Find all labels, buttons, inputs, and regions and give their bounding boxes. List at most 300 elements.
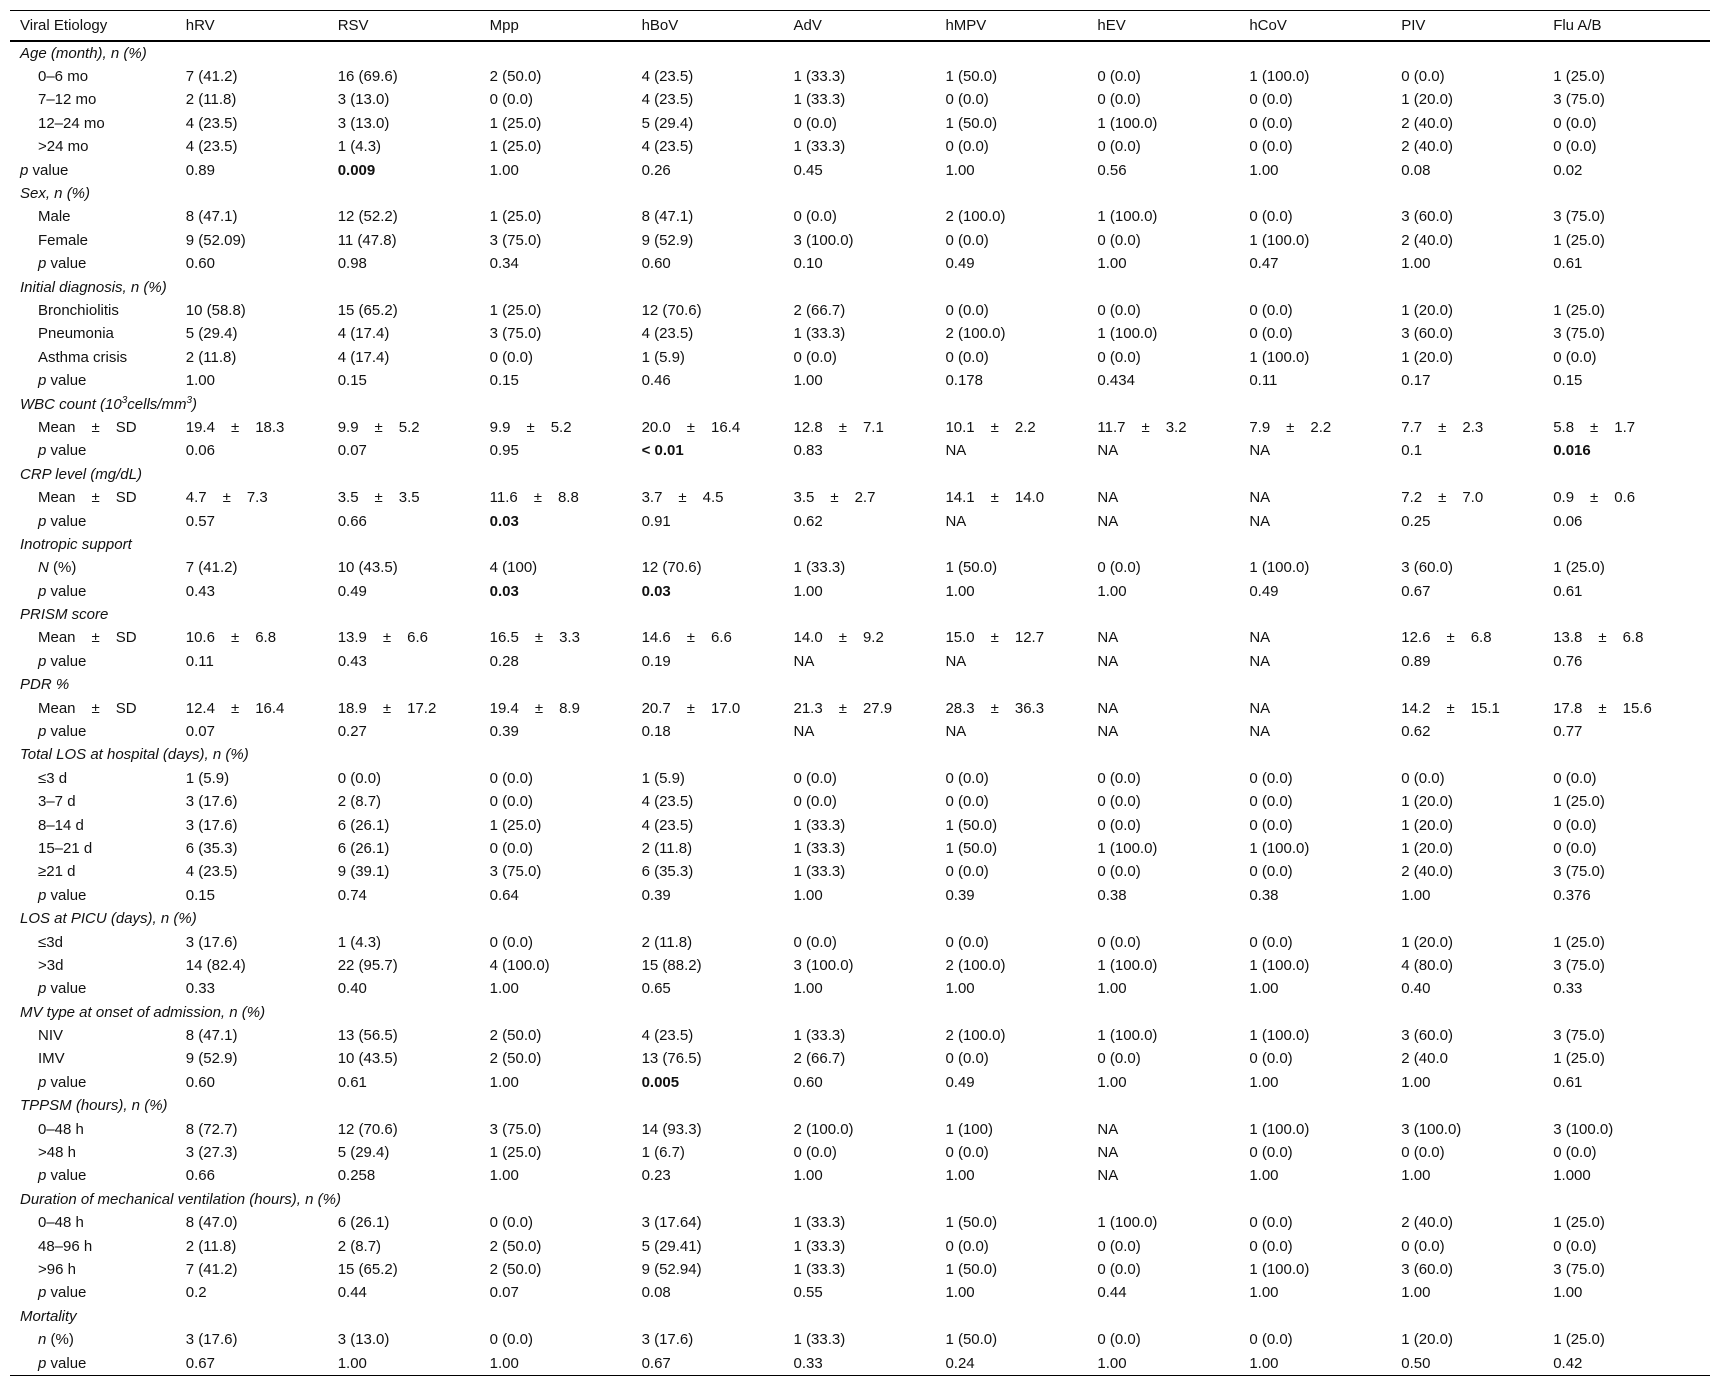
- table-cell: 0 (0.0): [1249, 769, 1293, 787]
- sd-value: 2.2: [1310, 418, 1332, 436]
- table-cell: 3 (60.0): [1401, 1027, 1453, 1045]
- p-value-row: [10, 510, 1710, 533]
- mean-value: 11.7: [1097, 418, 1126, 436]
- plus-minus: ±: [374, 489, 383, 507]
- empty-cell: [328, 393, 480, 416]
- table-cell: 0.33: [1553, 980, 1583, 998]
- row-label: 0–48 h: [38, 1214, 84, 1232]
- table-cell: 6 (35.3): [185, 839, 238, 857]
- table-cell: 3 (17.64): [641, 1214, 702, 1232]
- table-cell: 1 (20.0): [1401, 933, 1453, 951]
- table-cell: 3 (100.0): [793, 956, 854, 974]
- table-row: [10, 1258, 1710, 1281]
- p-value-row: [10, 253, 1710, 276]
- table-cell: 0 (0.0): [1097, 91, 1141, 109]
- table-cell: 12 (70.6): [337, 1120, 398, 1138]
- table-cell: 0.33: [784, 1352, 936, 1376]
- significant-value: 0.009: [337, 161, 376, 179]
- table-cell: 1.00: [1249, 1167, 1279, 1185]
- row-label-part: value: [50, 886, 87, 904]
- plus-minus: ±: [1438, 489, 1447, 507]
- table-cell: [632, 416, 784, 439]
- table-cell: 0.64: [489, 886, 519, 904]
- table-cell: [1239, 697, 1391, 720]
- row-label-part: (%): [48, 559, 77, 577]
- table-cell: 0.39: [945, 886, 975, 904]
- sd-value: 5.2: [550, 418, 572, 436]
- empty-cell: [935, 41, 1087, 65]
- row-label: >3d: [38, 956, 64, 974]
- row-label-part: value: [50, 723, 87, 741]
- mean-value: 13.8: [1553, 629, 1583, 647]
- table-cell: 1 (33.3): [793, 1214, 846, 1232]
- table-cell: 0.95: [489, 442, 519, 460]
- row-label: [10, 1071, 176, 1094]
- table-cell: 1 (25.0): [489, 301, 542, 319]
- column-header-hbov: hBoV: [632, 11, 784, 42]
- section-title: Initial diagnosis, n (%): [20, 278, 167, 296]
- table-cell: [935, 627, 1087, 650]
- table-cell: 1 (100.0): [1097, 114, 1158, 132]
- empty-cell: [632, 907, 784, 930]
- table-cell: 1 (5.9): [185, 769, 230, 787]
- sd-value: 1.7: [1614, 418, 1636, 436]
- table-cell: 10 (43.5): [337, 1050, 398, 1068]
- plus-minus: ±: [990, 489, 999, 507]
- table-cell: 1 (33.3): [793, 839, 846, 857]
- significant-value: 0.005: [641, 1073, 680, 1091]
- mean-value: 9.9: [489, 418, 511, 436]
- p-letter: p: [38, 886, 47, 904]
- table-cell: 0 (0.0): [1097, 933, 1141, 951]
- row-label: ≥21 d: [38, 863, 76, 881]
- table-cell: 0 (0.0): [945, 1050, 989, 1068]
- table-cell: 0.76: [1553, 652, 1583, 670]
- row-label: [10, 369, 176, 392]
- table-cell: NA: [945, 442, 967, 460]
- table-cell: 0 (0.0): [1553, 1237, 1597, 1255]
- sd-value: 6.8: [255, 629, 277, 647]
- table-cell: 0.55: [793, 1284, 823, 1302]
- table-cell: 0.66: [337, 512, 367, 530]
- mean-value: NA: [1097, 629, 1119, 647]
- table-cell: [480, 486, 632, 509]
- mean-value: 4.7: [185, 489, 207, 507]
- row-label-part: SD: [115, 489, 137, 507]
- table-cell: 1.00: [1097, 582, 1127, 600]
- table-cell: [632, 486, 784, 509]
- empty-cell: [176, 393, 328, 416]
- table-cell: 0.40: [1401, 980, 1431, 998]
- mean-value: 7.7: [1401, 418, 1423, 436]
- significant-value: 0.03: [489, 512, 519, 530]
- table-cell: 1 (100.0): [1097, 956, 1158, 974]
- table-cell: 0 (0.0): [793, 769, 837, 787]
- row-label: 15–21 d: [38, 839, 93, 857]
- table-cell: 1 (100.0): [1249, 559, 1310, 577]
- table-cell: 2 (11.8): [641, 839, 693, 857]
- empty-cell: [632, 1095, 784, 1118]
- table-cell: 9 (52.94): [641, 1261, 702, 1278]
- empty-cell: [1239, 41, 1391, 65]
- table-cell: 0 (0.0): [1097, 793, 1141, 811]
- empty-cell: [328, 1001, 480, 1024]
- table-cell: [1543, 627, 1710, 650]
- table-cell: 2 (100.0): [945, 325, 1006, 343]
- table-container: [10, 10, 1710, 1376]
- empty-cell: [480, 393, 632, 416]
- plus-minus: ±: [678, 489, 687, 507]
- table-cell: 9 (39.1): [337, 863, 390, 881]
- p-value-row: [10, 1282, 1710, 1305]
- plus-minus: ±: [230, 629, 240, 647]
- table-cell: 0.62: [1401, 723, 1431, 741]
- empty-cell: [1391, 1305, 1543, 1328]
- table-cell: 1 (33.3): [793, 91, 846, 109]
- row-label: [10, 159, 176, 182]
- empty-cell: [1239, 1095, 1391, 1118]
- table-cell: 0.49: [945, 255, 975, 273]
- empty-cell: [1087, 276, 1239, 299]
- table-cell: 1.00: [489, 1167, 519, 1185]
- row-label-part: SD: [115, 629, 137, 647]
- table-row: [10, 931, 1710, 954]
- table-cell: NA: [1097, 1167, 1119, 1185]
- table-cell: NA: [793, 652, 815, 670]
- empty-cell: [176, 674, 328, 697]
- table-cell: [1087, 627, 1239, 650]
- table-cell: 0 (0.0): [793, 1144, 837, 1162]
- table-cell: 6 (26.1): [337, 839, 390, 857]
- table-cell: 1 (25.0): [489, 114, 542, 132]
- table-cell: 1 (50.0): [945, 1261, 998, 1278]
- empty-cell: [328, 182, 480, 205]
- table-cell: 1 (25.0): [489, 1144, 542, 1162]
- table-cell: 4 (23.5): [641, 68, 694, 86]
- plus-minus: ±: [830, 489, 839, 507]
- empty-cell: [784, 276, 936, 299]
- table-cell: 0.40: [337, 980, 367, 998]
- table-cell: 0.62: [793, 512, 823, 530]
- table-cell: 3 (100.0): [793, 231, 854, 249]
- table-row: [10, 1141, 1710, 1164]
- plus-minus: ±: [686, 699, 695, 717]
- table-row: [10, 767, 1710, 790]
- empty-cell: [632, 1305, 784, 1328]
- section-title-part: cells/mm: [127, 395, 187, 413]
- empty-cell: [935, 463, 1087, 486]
- empty-cell: [328, 907, 480, 930]
- section-title: Sex, n (%): [20, 185, 91, 203]
- mean-value: 3.5: [793, 489, 815, 507]
- table-cell: 1 (33.3): [793, 816, 846, 834]
- section-header-row: [10, 1001, 1710, 1024]
- empty-cell: [935, 533, 1087, 556]
- plus-minus: ±: [91, 629, 100, 647]
- sd-value: 6.8: [1470, 629, 1492, 647]
- mean-value: 7.2: [1401, 489, 1423, 507]
- p-value-row: [10, 884, 1710, 907]
- row-label-part: value: [50, 512, 87, 530]
- table-row: [10, 791, 1710, 814]
- sd-value: 4.5: [702, 489, 724, 507]
- table-row: [10, 65, 1710, 88]
- table-cell: 0 (0.0): [489, 839, 533, 857]
- empty-cell: [328, 463, 480, 486]
- empty-cell: [784, 674, 936, 697]
- p-letter: p: [38, 255, 47, 273]
- p-value-row: [10, 580, 1710, 603]
- section-header-row: [10, 276, 1710, 299]
- sd-value: 3.2: [1165, 418, 1187, 436]
- table-cell: 1 (20.0): [1401, 793, 1453, 811]
- table-cell: 1 (50.0): [945, 1331, 998, 1349]
- table-cell: 0 (0.0): [1097, 1237, 1141, 1255]
- row-label: [10, 697, 176, 720]
- row-label-part: SD: [115, 418, 137, 436]
- table-cell: 1 (25.0): [489, 208, 542, 226]
- row-label-part: Mean: [38, 418, 76, 436]
- table-cell: [632, 697, 784, 720]
- empty-cell: [1239, 1305, 1391, 1328]
- table-cell: 2 (40.0): [1401, 138, 1453, 156]
- sd-value: 16.4: [711, 418, 741, 436]
- table-cell: 0 (0.0): [945, 793, 989, 811]
- row-label: [10, 627, 176, 650]
- empty-cell: [935, 907, 1087, 930]
- table-cell: [784, 486, 936, 509]
- row-label: >96 h: [38, 1261, 76, 1278]
- row-label-part: value: [50, 582, 87, 600]
- plus-minus: ±: [534, 699, 544, 717]
- table-cell: 8 (72.7): [185, 1120, 238, 1138]
- table-cell: 1 (100.0): [1249, 348, 1310, 366]
- table-row: [10, 697, 1710, 720]
- table-cell: 11 (47.8): [337, 231, 397, 249]
- empty-cell: [784, 744, 936, 767]
- table-cell: 1 (100.0): [1249, 231, 1310, 249]
- table-cell: 3 (75.0): [489, 231, 542, 249]
- table-cell: 0 (0.0): [1249, 793, 1293, 811]
- table-cell: [632, 440, 784, 463]
- mean-value: 0.9: [1553, 489, 1575, 507]
- empty-cell: [1543, 603, 1710, 626]
- table-cell: 0.34: [489, 255, 519, 273]
- empty-cell: [935, 393, 1087, 416]
- empty-cell: [1087, 41, 1239, 65]
- table-cell: [935, 697, 1087, 720]
- empty-cell: [1391, 1001, 1543, 1024]
- empty-cell: [935, 1305, 1087, 1328]
- row-label-part: value: [50, 980, 87, 998]
- table-cell: 0 (0.0): [1097, 816, 1141, 834]
- table-cell: 15 (88.2): [641, 956, 702, 974]
- mean-value: 14.1: [945, 489, 975, 507]
- table-cell: 0.60: [185, 1073, 215, 1091]
- row-label: Bronchiolitis: [38, 301, 119, 319]
- empty-cell: [1087, 603, 1239, 626]
- empty-cell: [176, 463, 328, 486]
- table-row: [10, 627, 1710, 650]
- plus-minus: ±: [686, 418, 695, 436]
- table-cell: 0.28: [489, 652, 519, 670]
- section-title: CRP level (mg/dL): [20, 465, 142, 483]
- empty-cell: [784, 1188, 936, 1211]
- table-cell: 1.00: [793, 980, 823, 998]
- table-cell: 0 (0.0): [1401, 68, 1445, 86]
- table-cell: 0.24: [935, 1352, 1087, 1376]
- p-value-row: [10, 720, 1710, 743]
- empty-cell: [176, 1095, 328, 1118]
- table-cell: 0 (0.0): [1553, 348, 1597, 366]
- table-cell: 0 (0.0): [1097, 1331, 1141, 1349]
- empty-cell: [1543, 1188, 1710, 1211]
- table-cell: 0 (0.0): [945, 863, 989, 881]
- sd-value: 17.2: [407, 699, 437, 717]
- section-header-row: [10, 1095, 1710, 1118]
- table-cell: 0 (0.0): [945, 91, 989, 109]
- table-cell: 0 (0.0): [1249, 138, 1293, 156]
- table-cell: 0.19: [641, 652, 671, 670]
- table-row: [10, 206, 1710, 229]
- empty-cell: [784, 41, 936, 65]
- table-cell: 0 (0.0): [1249, 301, 1293, 319]
- superscript: 3: [186, 394, 193, 406]
- table-cell: NA: [945, 512, 967, 530]
- table-cell: 1 (50.0): [945, 68, 998, 86]
- sd-value: 14.0: [1014, 489, 1045, 507]
- table-cell: 0.11: [1249, 372, 1278, 390]
- table-cell: 1 (25.0): [489, 816, 542, 834]
- table-cell: 0 (0.0): [793, 933, 837, 951]
- p-value-row: [10, 650, 1710, 673]
- table-cell: 0.38: [1097, 886, 1127, 904]
- empty-cell: [632, 393, 784, 416]
- empty-cell: [1087, 744, 1239, 767]
- table-cell: 0 (0.0): [1097, 863, 1141, 881]
- p-letter: p: [38, 723, 47, 741]
- table-cell: 1.00: [1401, 255, 1431, 273]
- mean-value: NA: [1249, 699, 1271, 717]
- empty-cell: [935, 1095, 1087, 1118]
- table-cell: 0 (0.0): [1553, 839, 1597, 857]
- row-label: [10, 884, 176, 907]
- mean-value: 10.1: [945, 418, 975, 436]
- table-cell: [784, 416, 936, 439]
- table-cell: 2 (50.0): [489, 68, 542, 86]
- empty-cell: [1239, 907, 1391, 930]
- table-cell: 0 (0.0): [945, 933, 989, 951]
- table-cell: 0.43: [185, 582, 215, 600]
- table-cell: 13 (76.5): [641, 1050, 702, 1068]
- table-cell: [176, 697, 328, 720]
- section-title-part: WBC count (10: [20, 395, 122, 413]
- table-cell: 0 (0.0): [489, 1214, 533, 1232]
- column-header-label: Viral Etiology: [10, 11, 176, 42]
- table-cell: 2 (100.0): [945, 1027, 1006, 1045]
- table-cell: 1 (100.0): [1249, 1120, 1310, 1138]
- table-cell: 0 (0.0): [1097, 138, 1141, 156]
- table-cell: NA: [1249, 442, 1271, 460]
- table-cell: 3 (75.0): [1553, 1027, 1605, 1045]
- mean-value: 21.3: [793, 699, 823, 717]
- row-label-italic: n: [38, 1331, 47, 1349]
- row-label: ≤3 d: [38, 769, 68, 787]
- table-cell: [328, 416, 480, 439]
- table-cell: 1 (20.0): [1401, 839, 1453, 857]
- table-cell: NA: [1097, 1144, 1119, 1162]
- table-cell: 2 (50.0): [489, 1237, 542, 1255]
- row-label: IMV: [38, 1050, 65, 1068]
- section-title: Mortality: [20, 1307, 77, 1325]
- empty-cell: [1087, 533, 1239, 556]
- table-cell: 0 (0.0): [793, 348, 837, 366]
- table-cell: 0.89: [185, 161, 215, 179]
- table-cell: 1 (50.0): [945, 559, 998, 577]
- empty-cell: [1391, 744, 1543, 767]
- table-cell: 5 (29.4): [641, 114, 694, 132]
- sd-value: 5.2: [398, 418, 420, 436]
- empty-cell: [784, 463, 936, 486]
- table-cell: [176, 416, 328, 439]
- empty-cell: [632, 674, 784, 697]
- table-row: [10, 89, 1710, 112]
- empty-cell: [480, 1095, 632, 1118]
- table-cell: 0.49: [945, 1073, 975, 1091]
- table-cell: 1 (33.3): [793, 68, 846, 86]
- plus-minus: ±: [1598, 699, 1607, 717]
- table-cell: 0 (0.0): [945, 231, 989, 249]
- empty-cell: [935, 603, 1087, 626]
- plus-minus: ±: [838, 699, 847, 717]
- table-cell: 0.02: [1553, 161, 1583, 179]
- table-cell: [1239, 416, 1391, 439]
- table-cell: 9 (52.09): [185, 231, 246, 249]
- table-cell: 0.44: [337, 1284, 367, 1302]
- table-cell: 1.00: [1401, 1284, 1431, 1302]
- row-label: [10, 720, 176, 743]
- table-cell: 1.00: [480, 1352, 632, 1376]
- sd-value: 2.7: [854, 489, 876, 507]
- table-cell: 4 (17.4): [337, 348, 390, 366]
- table-cell: 1.00: [793, 582, 823, 600]
- table-cell: 1.00: [1097, 980, 1127, 998]
- table-row: [10, 837, 1710, 860]
- row-label: [10, 580, 176, 603]
- table-cell: 4 (17.4): [337, 325, 390, 343]
- significant-value: 0.03: [641, 582, 671, 600]
- row-label-part: SD: [115, 699, 137, 717]
- table-row: [10, 1048, 1710, 1071]
- table-cell: 0.67: [1401, 582, 1431, 600]
- table-cell: [480, 697, 632, 720]
- table-cell: 0 (0.0): [489, 769, 533, 787]
- p-letter: p: [38, 980, 47, 998]
- empty-cell: [328, 533, 480, 556]
- table-cell: [1391, 697, 1543, 720]
- table-cell: 4 (100.0): [489, 956, 550, 974]
- table-cell: 1 (20.0): [1401, 348, 1453, 366]
- empty-cell: [1543, 276, 1710, 299]
- table-cell: NA: [1249, 723, 1271, 741]
- empty-cell: [632, 182, 784, 205]
- empty-cell: [632, 744, 784, 767]
- table-row: [10, 1328, 1710, 1351]
- table-cell: 0.56: [1097, 161, 1127, 179]
- table-cell: 1 (100.0): [1249, 1261, 1310, 1278]
- table-cell: 8 (47.1): [185, 1027, 238, 1045]
- table-cell: 4 (100): [489, 559, 538, 577]
